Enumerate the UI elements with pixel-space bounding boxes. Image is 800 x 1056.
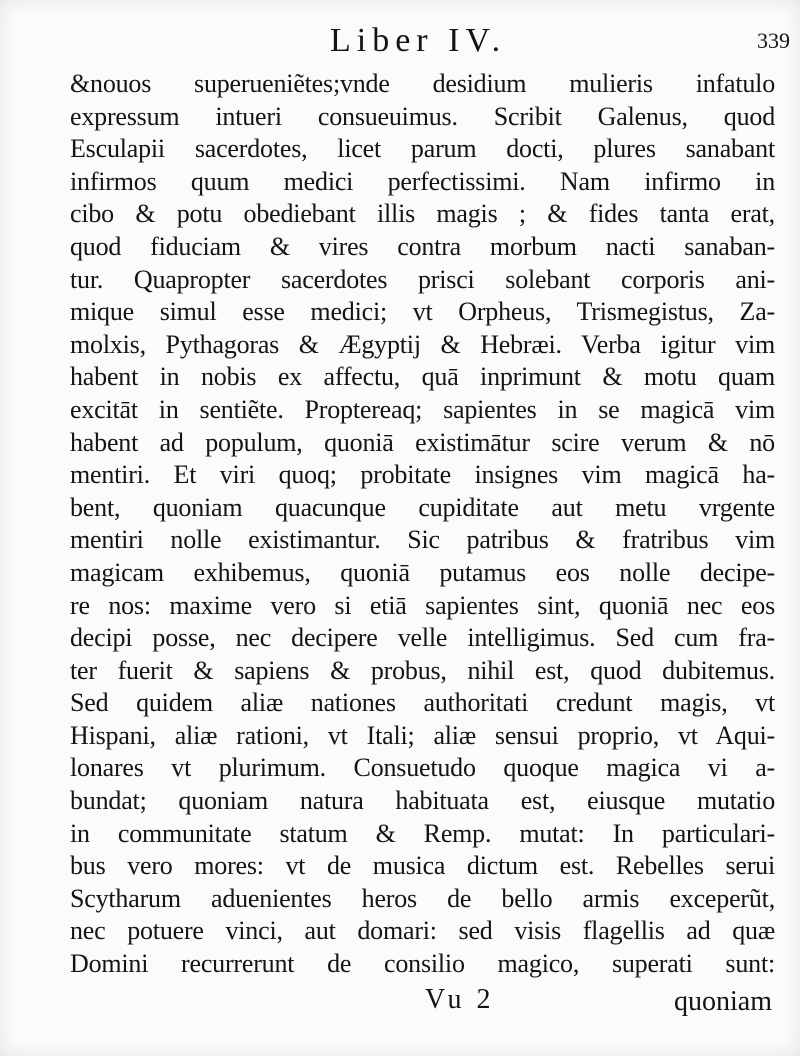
text-line: ter fuerit & sapiens & probus, nihil est, quod dubitemus.: [70, 655, 775, 685]
text-line: expressum intueri consueuimus. Scribit Galenus, quod: [70, 101, 775, 131]
catchword: quoniam: [674, 986, 772, 1017]
text-line: mentiri. Et viri quoq; probitate insignes vim magicā ha-: [70, 460, 775, 490]
text-line: bent, quoniam quacunque cupiditate aut metu vrgente: [70, 492, 775, 522]
text-line: Scytharum aduenientes heros de bello armis exceperũt,: [70, 883, 775, 913]
text-block: [70, 68, 775, 981]
text-line: habent in nobis ex affectu, quā inprimunt & motu quam: [70, 362, 775, 392]
text-line: bus vero mores: vt de musica dictum est. Rebelles serui: [70, 851, 775, 881]
text-line: Sed quidem aliæ nationes authoritati credunt magis, vt: [70, 688, 775, 718]
text-line: lonares vt plurimum. Consuetudo quoque magica vi a-: [70, 753, 775, 783]
text-line: decipi posse, nec decipere velle intelligimus. Sed cum fra-: [70, 623, 775, 653]
running-head: Liber IV.: [330, 22, 507, 59]
text-line: mentiri nolle existimantur. Sic patribus & fratribus vim: [70, 525, 775, 555]
text-line: molxis, Pythagoras & Ægyptij & Hebræi. Verba igitur vim: [70, 329, 775, 359]
text-line: Hispani, aliæ rationi, vt Itali; aliæ sensui proprio, vt Aqui-: [70, 720, 775, 750]
text-line: tur. Quapropter sacerdotes prisci solebant corporis ani-: [70, 264, 775, 294]
signature-mark: Vu 2: [425, 984, 495, 1015]
page-number: 339: [757, 28, 790, 53]
text-line: &nouos superueniẽtes;vnde desidium mulieris infatulo: [70, 69, 775, 98]
text-line: re nos: maxime vero si etiā sapientes sint, quoniā nec eos: [70, 590, 775, 620]
text-line: in communitate statum & Remp. mutat: In particulari-: [70, 818, 775, 848]
text-line: magicam exhibemus, quoniā putamus eos nolle decipe-: [70, 557, 775, 587]
text-line: mique simul esse medici; vt Orpheus, Trismegistus, Za-: [70, 297, 775, 327]
page-header: [0, 22, 800, 62]
text-line: nec potuere vinci, aut domari: sed visis flagellis ad quæ: [70, 916, 775, 946]
text-line: habent ad populum, quoniā existimātur scire verum & nō: [70, 427, 775, 457]
page-footer: [0, 984, 800, 1024]
text-line: cibo & potu obediebant illis magis ; & fides tanta erat,: [70, 199, 775, 229]
text-line: excitāt in sentiẽte. Proptereaq; sapientes in se magicā vim: [70, 394, 775, 424]
text-line: infirmos quum medici perfectissimi. Nam infirmo in: [70, 166, 775, 196]
text-line: quod fiduciam & vires contra morbum nacti sanaban-: [70, 231, 775, 261]
text-line: bundat; quoniam natura habituata est, eiusque mutatio: [70, 786, 775, 816]
text-line: Esculapii sacerdotes, licet parum docti, plures sanabant: [70, 134, 775, 164]
text-line: Domini recurrerunt de consilio magico, superati sunt:: [70, 949, 775, 979]
